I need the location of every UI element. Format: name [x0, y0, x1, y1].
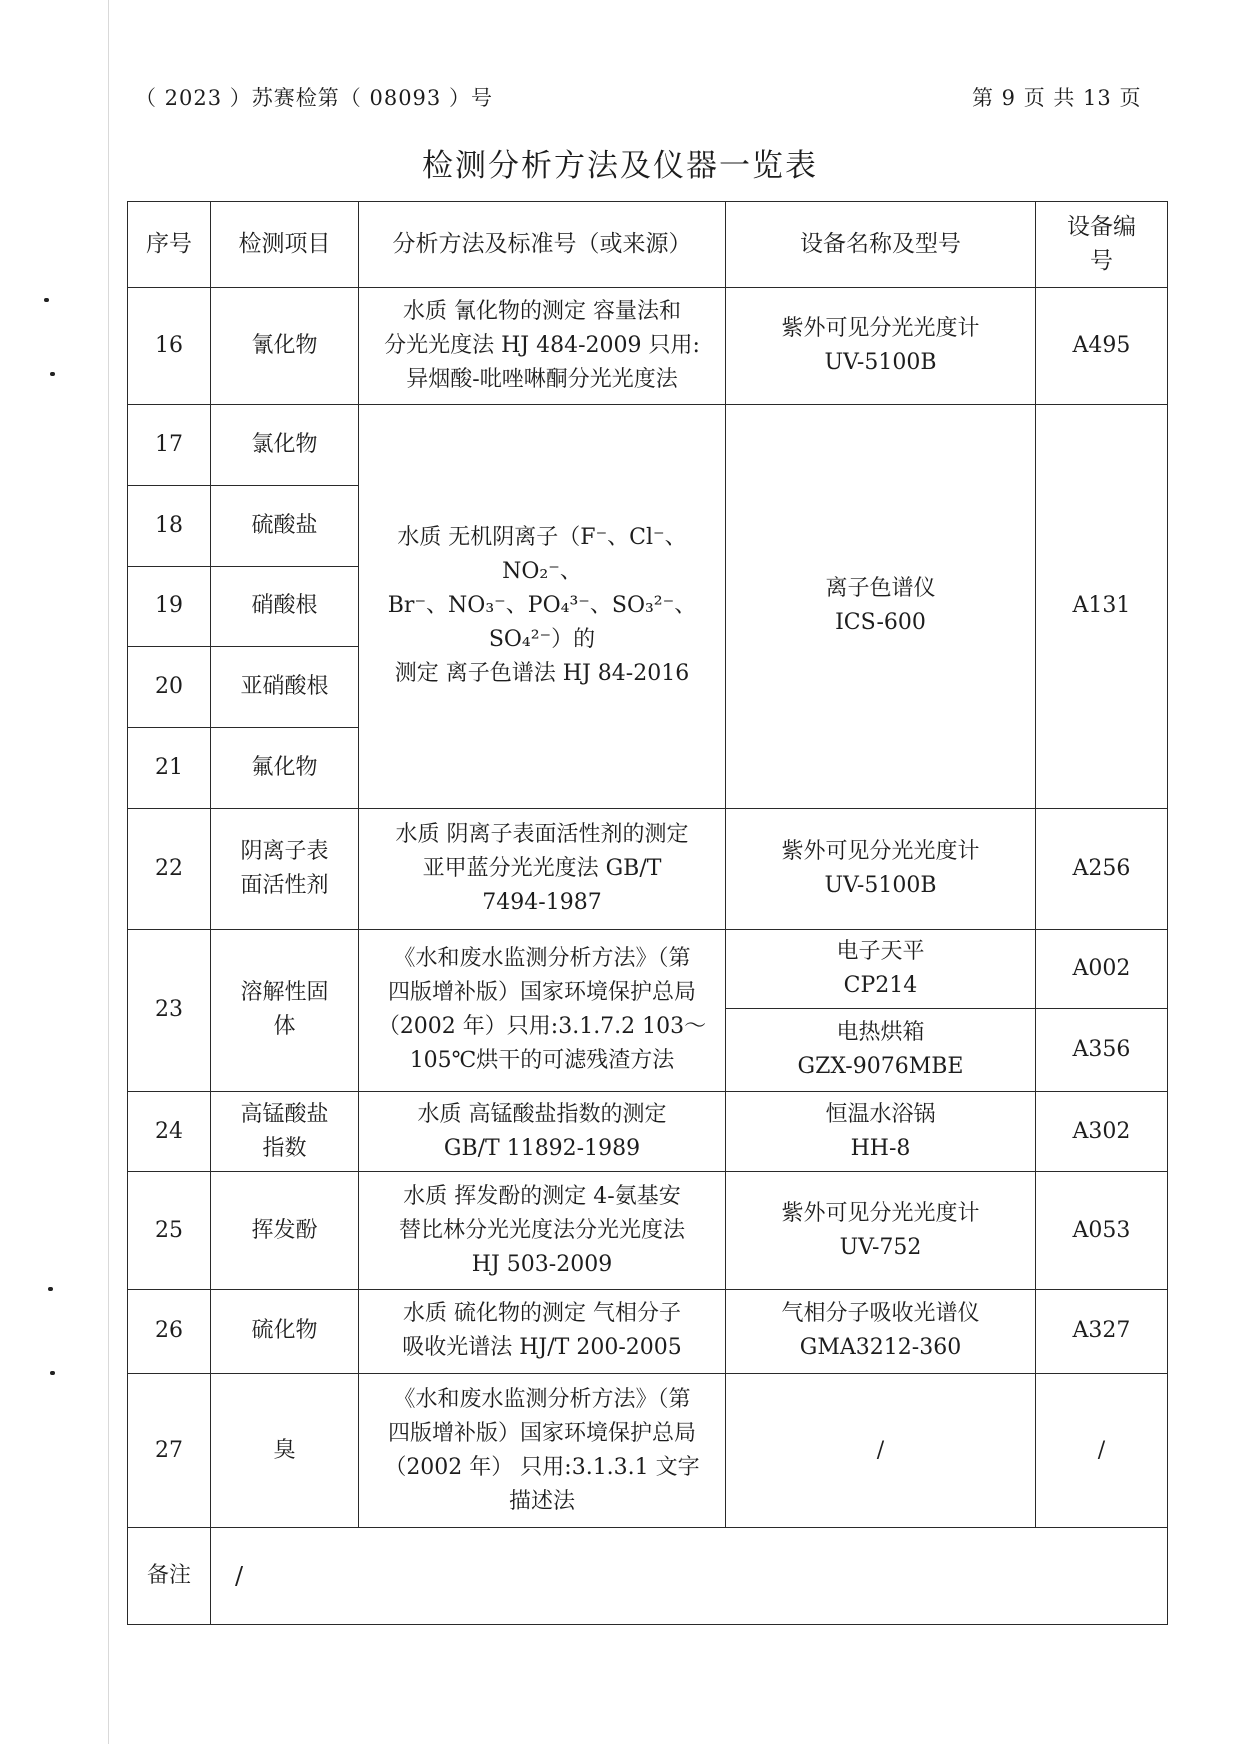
- row-method: 水质 氰化物的测定 容量法和 分光光度法 HJ 484-2009 只用: 异烟酸-吡唑啉酮分光光度法: [359, 287, 726, 404]
- table-row: [128, 1172, 1168, 1289]
- ion-code: A131: [1036, 404, 1168, 808]
- row-equipment: 紫外可见分光光度计 UV-5100B: [726, 808, 1036, 929]
- row-code: A053: [1036, 1172, 1168, 1289]
- table-row: [128, 1289, 1168, 1374]
- row-equipment: 电子天平 CP214: [726, 930, 1036, 1009]
- row-code: /: [1036, 1374, 1168, 1528]
- table-row: [128, 808, 1168, 929]
- row-item: 挥发酚: [211, 1172, 359, 1289]
- row-item: 溶解性固 体: [211, 930, 359, 1092]
- remarks-value: /: [211, 1527, 1168, 1624]
- scan-speck: [44, 298, 49, 302]
- col-header-method: 分析方法及标准号（或来源）: [359, 202, 726, 288]
- row-item: 亚硝酸根: [211, 647, 359, 728]
- row-equipment: 恒温水浴锅 HH-8: [726, 1091, 1036, 1172]
- report-number: （ 2023 ）苏赛检第（ 08093 ）号: [135, 86, 493, 110]
- remarks-label: 备注: [128, 1527, 211, 1624]
- row-no: 26: [128, 1289, 211, 1374]
- scan-speck: [50, 372, 55, 376]
- row-equipment: /: [726, 1374, 1036, 1528]
- row-item: 臭: [211, 1374, 359, 1528]
- row-no: 18: [128, 485, 211, 566]
- row-item: 高锰酸盐 指数: [211, 1091, 359, 1172]
- row-equipment: 电热烘箱 GZX-9076MBE: [726, 1008, 1036, 1091]
- scan-speck: [48, 1287, 53, 1291]
- row-code: A327: [1036, 1289, 1168, 1374]
- row-item: 氟化物: [211, 728, 359, 809]
- row-method: 水质 硫化物的测定 气相分子 吸收光谱法 HJ/T 200-2005: [359, 1289, 726, 1374]
- row-method: 水质 高锰酸盐指数的测定 GB/T 11892-1989: [359, 1091, 726, 1172]
- table-row: [128, 404, 1168, 485]
- row-no: 20: [128, 647, 211, 728]
- row-code: A002: [1036, 930, 1168, 1009]
- row-no: 16: [128, 287, 211, 404]
- row-code: A256: [1036, 808, 1168, 929]
- row-no: 22: [128, 808, 211, 929]
- ion-method: 水质 无机阴离子（F⁻、Cl⁻、NO₂⁻、 Br⁻、NO₃⁻、PO₄³⁻、SO₃²⁻、SO₄²⁻）的 测定 离子色谱法 HJ 84-2016: [359, 404, 726, 808]
- row-no: 17: [128, 404, 211, 485]
- ion-equipment: 离子色谱仪 ICS-600: [726, 404, 1036, 808]
- row-code: A302: [1036, 1091, 1168, 1172]
- col-header-item: 检测项目: [211, 202, 359, 288]
- table-header-row: [128, 202, 1168, 288]
- row-method: 《水和废水监测分析方法》（第 四版增补版）国家环境保护总局 （2002 年）只用:3.1.7.2 103～ 105℃烘干的可滤残渣方法: [359, 930, 726, 1092]
- row-item: 硫酸盐: [211, 485, 359, 566]
- page-info: 第 9 页 共 13 页: [972, 86, 1142, 110]
- scan-edge-line: [108, 0, 109, 1744]
- methods-table: [127, 201, 1168, 1625]
- col-header-code: 设备编 号: [1036, 202, 1168, 288]
- row-method: 水质 阴离子表面活性剂的测定 亚甲蓝分光光度法 GB/T 7494-1987: [359, 808, 726, 929]
- col-header-no: 序号: [128, 202, 211, 288]
- row-code: A356: [1036, 1008, 1168, 1091]
- table-row: [128, 1374, 1168, 1528]
- row-no: 27: [128, 1374, 211, 1528]
- row-item: 阴离子表 面活性剂: [211, 808, 359, 929]
- row-method: 《水和废水监测分析方法》（第 四版增补版）国家环境保护总局 （2002 年） 只用:3.1.3.1 文字 描述法: [359, 1374, 726, 1528]
- scan-speck: [50, 1371, 55, 1375]
- table-row: [128, 930, 1168, 1009]
- table-row: [128, 287, 1168, 404]
- row-no: 24: [128, 1091, 211, 1172]
- row-no: 23: [128, 930, 211, 1092]
- col-header-equipment: 设备名称及型号: [726, 202, 1036, 288]
- row-equipment: 紫外可见分光光度计 UV-5100B: [726, 287, 1036, 404]
- row-no: 25: [128, 1172, 211, 1289]
- remarks-row: [128, 1527, 1168, 1624]
- row-item: 硫化物: [211, 1289, 359, 1374]
- row-equipment: 紫外可见分光光度计 UV-752: [726, 1172, 1036, 1289]
- row-code: A495: [1036, 287, 1168, 404]
- row-no: 19: [128, 566, 211, 647]
- table-row: [128, 1091, 1168, 1172]
- row-item: 硝酸根: [211, 566, 359, 647]
- row-method: 水质 挥发酚的测定 4-氨基安 替比林分光光度法分光光度法 HJ 503-2009: [359, 1172, 726, 1289]
- row-no: 21: [128, 728, 211, 809]
- row-item: 氯化物: [211, 404, 359, 485]
- row-equipment: 气相分子吸收光谱仪 GMA3212-360: [726, 1289, 1036, 1374]
- row-item: 氰化物: [211, 287, 359, 404]
- page-title: 检测分析方法及仪器一览表: [422, 148, 818, 184]
